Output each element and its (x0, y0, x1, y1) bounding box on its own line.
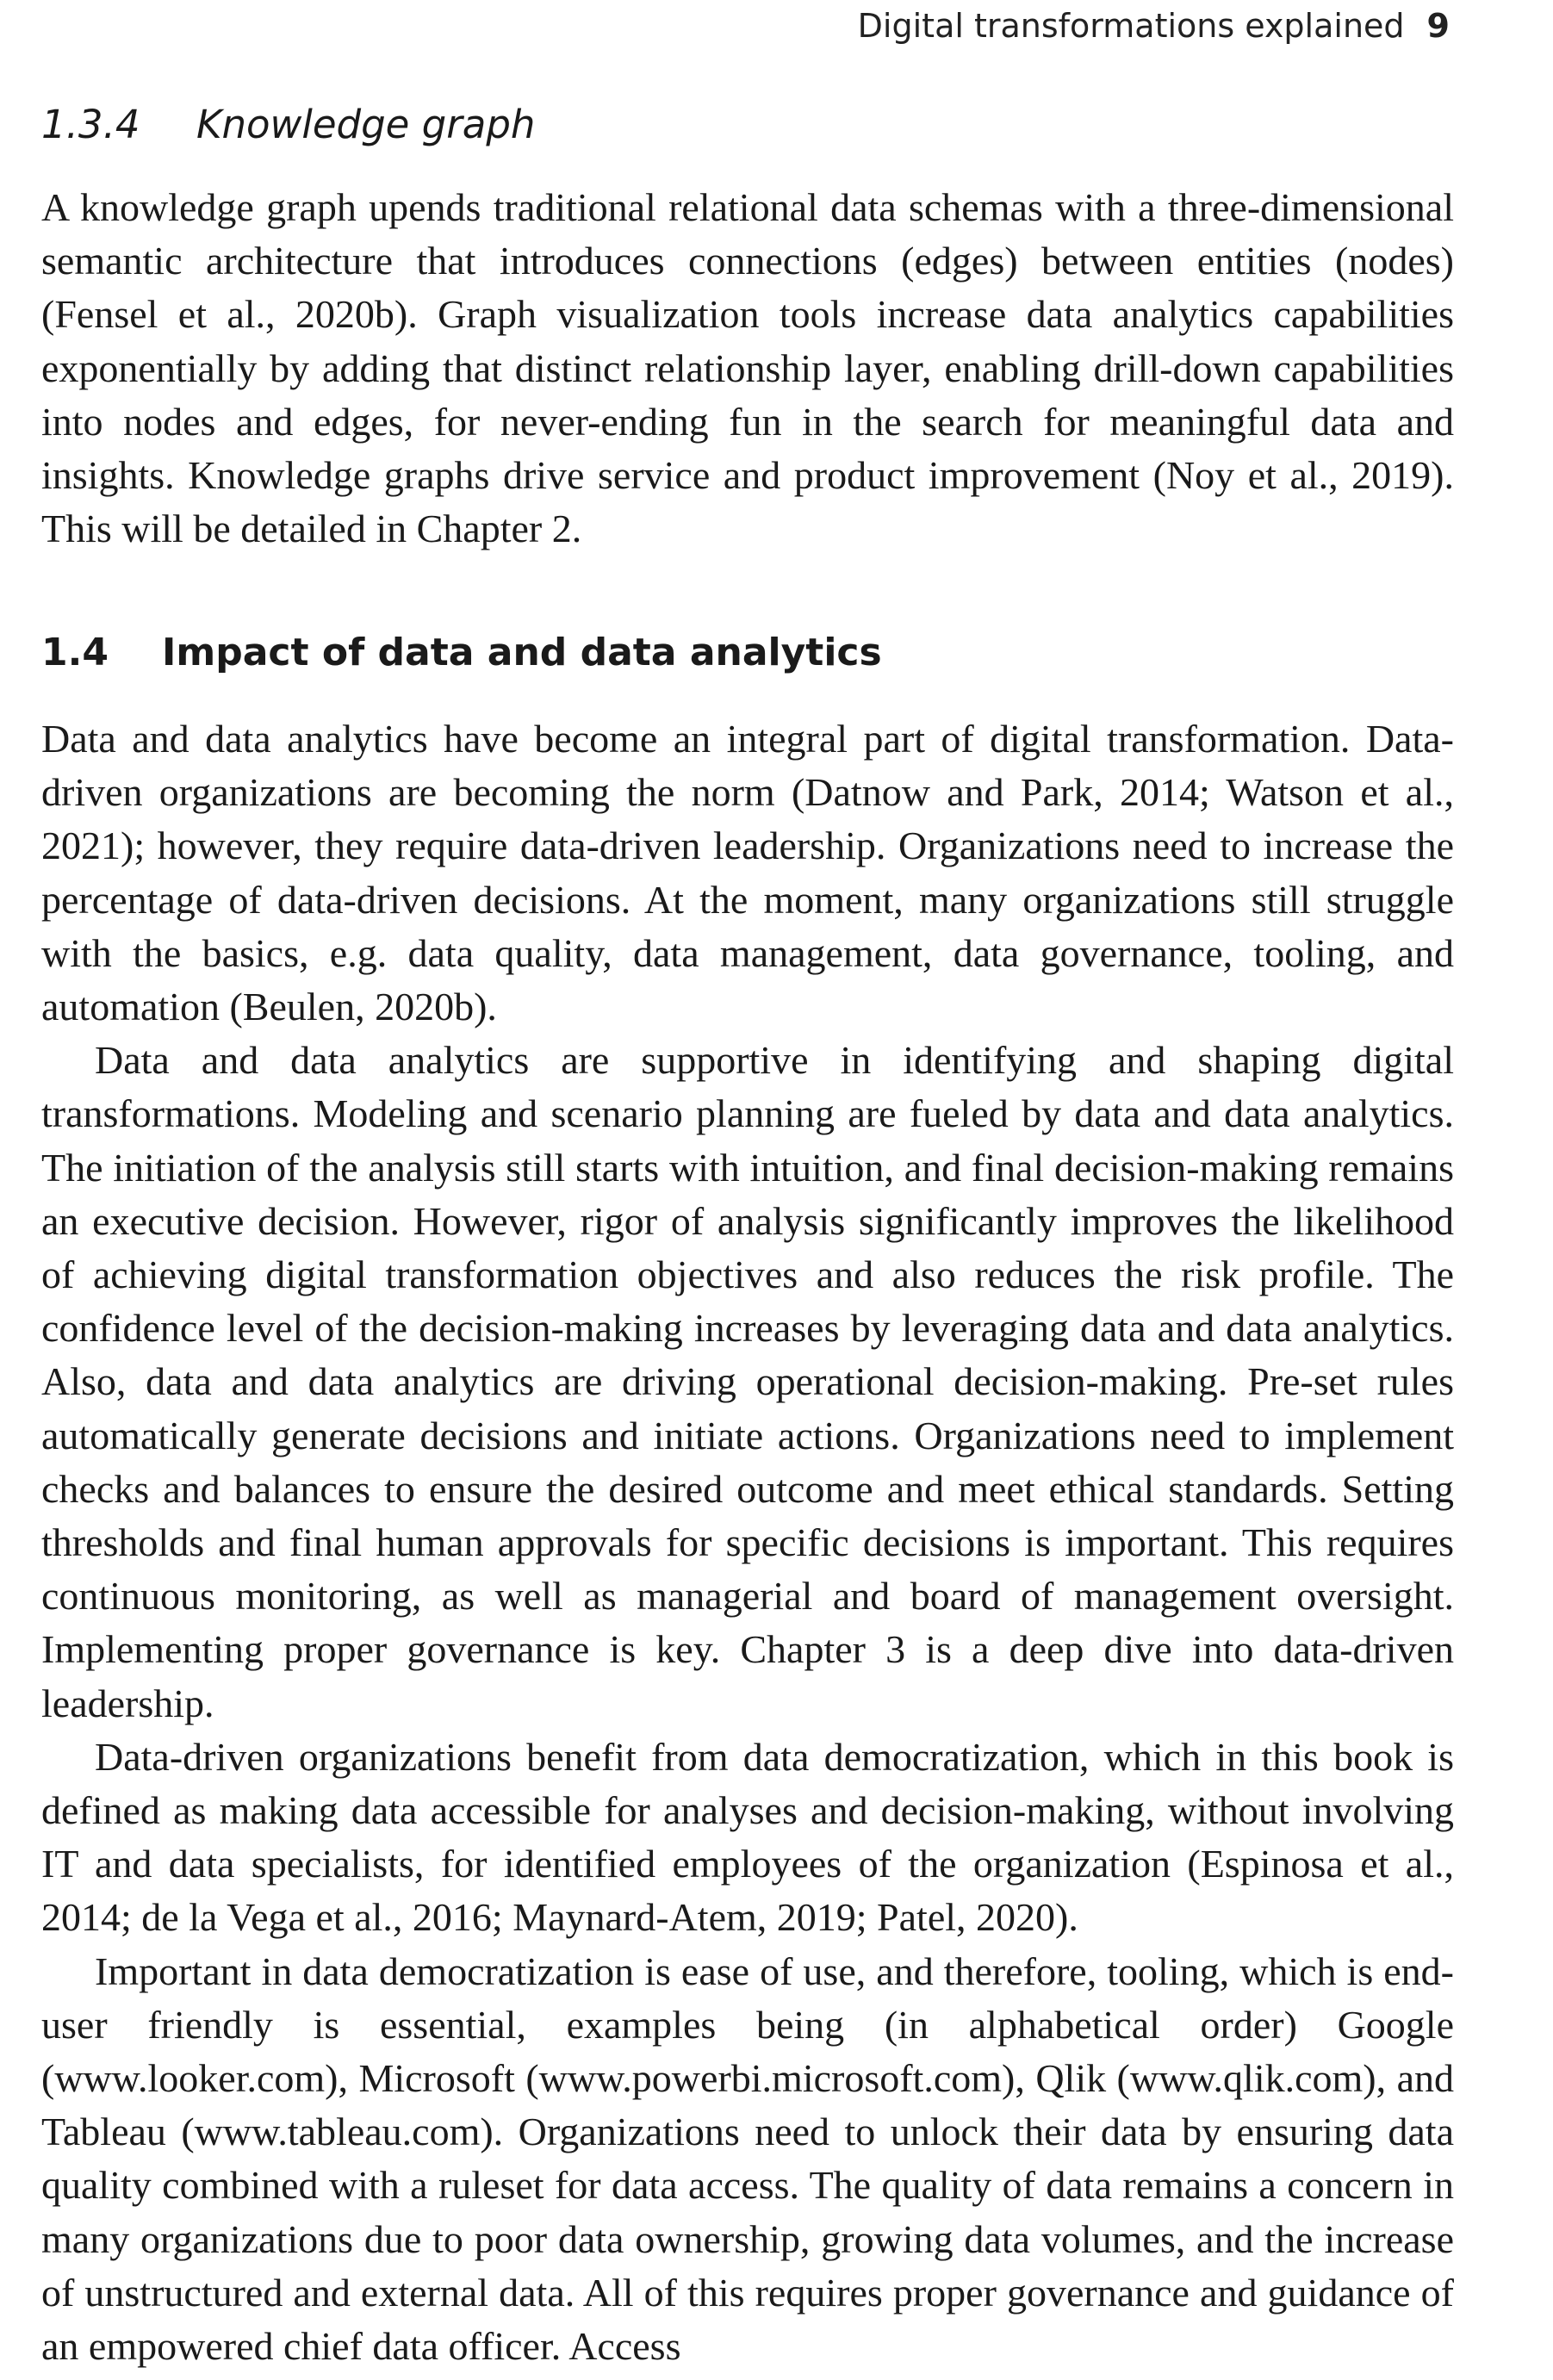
body-paragraph: Data and data analytics have become an integral part of digital transformation. Data-driven organizations are becoming the norm (Datnow and Park, 2014; Watson et al., 2021); however, they require data-driven leadership. Organizations need to increase the percentage of data-driven decisions. At the moment, many organizations still struggle with the basics, e.g. data quality, data management, data governance, tooling, and automation (Beulen, 2020b). (41, 717, 1454, 1029)
body-paragraph: A knowledge graph upends traditional relational data schemas with a three-dimensional semantic architecture that introduces connections (edges) between entities (nodes) (Fensel et al., 2020b). Graph visualization tools increase data analytics capabilities exponentially by adding that distinct relationship layer, enabling drill-down capabilities into nodes and edges, for never-ending fun in the search for meaningful data and insights. Knowledge graphs drive service and product improvement (Noy et al., 2019). This will be detailed in Chapter 2. (41, 185, 1454, 551)
section-1-3-4-body (41, 181, 1454, 556)
section-title: Knowledge graph (196, 102, 536, 147)
section-heading-1-3-4 (41, 102, 535, 147)
section-title: Impact of data and data analytics (162, 631, 882, 674)
section-number: 1.4 (41, 631, 109, 674)
running-title: Digital transformations explained (857, 7, 1405, 45)
section-1-4-body (41, 712, 1454, 2373)
body-paragraph: Important in data democratization is ease of use, and therefore, tooling, which is end-user friendly is essential, examples being (in alphabetical order) Google (www.looker.com), Microsoft (www.powerbi.microsoft.com), Qlik (www.qlik.com), and Tableau (www.tableau.com). Organizations need to unlock their data by ensuring data quality combined with a ruleset for data access. The quality of data remains a concern in many organizations due to poor data ownership, growing data volumes, and the increase of unstructured and external data. All of this requires proper governance and guidance of an empowered chief data officer. Access (41, 1948, 1454, 2369)
section-heading-1-4 (41, 631, 882, 674)
body-paragraph: Data and data analytics are supportive in identifying and shaping digital transformations. Modeling and scenario planning are fueled by data and data analytics. The initiation of the analysis still starts with intuition, and final decision-making remains an executive decision. However, rigor of analysis significantly improves the likelihood of achieving digital transformation objectives and also reduces the risk profile. The confidence level of the decision-making increases by leveraging data and data analytics. Also, data and data analytics are driving operational decision-making. Pre-set rules automatically generate decisions and initiate actions. Organizations need to implement checks and balances to ensure the desired outcome and meet ethical standards. Setting thresholds and final human approvals for specific decisions is important. This requires continuous monitoring, as well as managerial and board of management oversight. Implementing proper governance is key. Chapter 3 is a deep dive into data-driven leadership. (41, 1038, 1454, 1725)
section-number: 1.3.4 (41, 102, 140, 147)
page-number: 9 (1426, 7, 1450, 45)
running-head (858, 7, 1450, 45)
body-paragraph: Data-driven organizations benefit from data democratization, which in this book is defined as making data accessible for analyses and decision-making, without involving IT and data specialists, for identified employees of the organization (Espinosa et al., 2014; de la Vega et al., 2016; Maynard-Atem, 2019; Patel, 2020). (41, 1734, 1454, 1940)
